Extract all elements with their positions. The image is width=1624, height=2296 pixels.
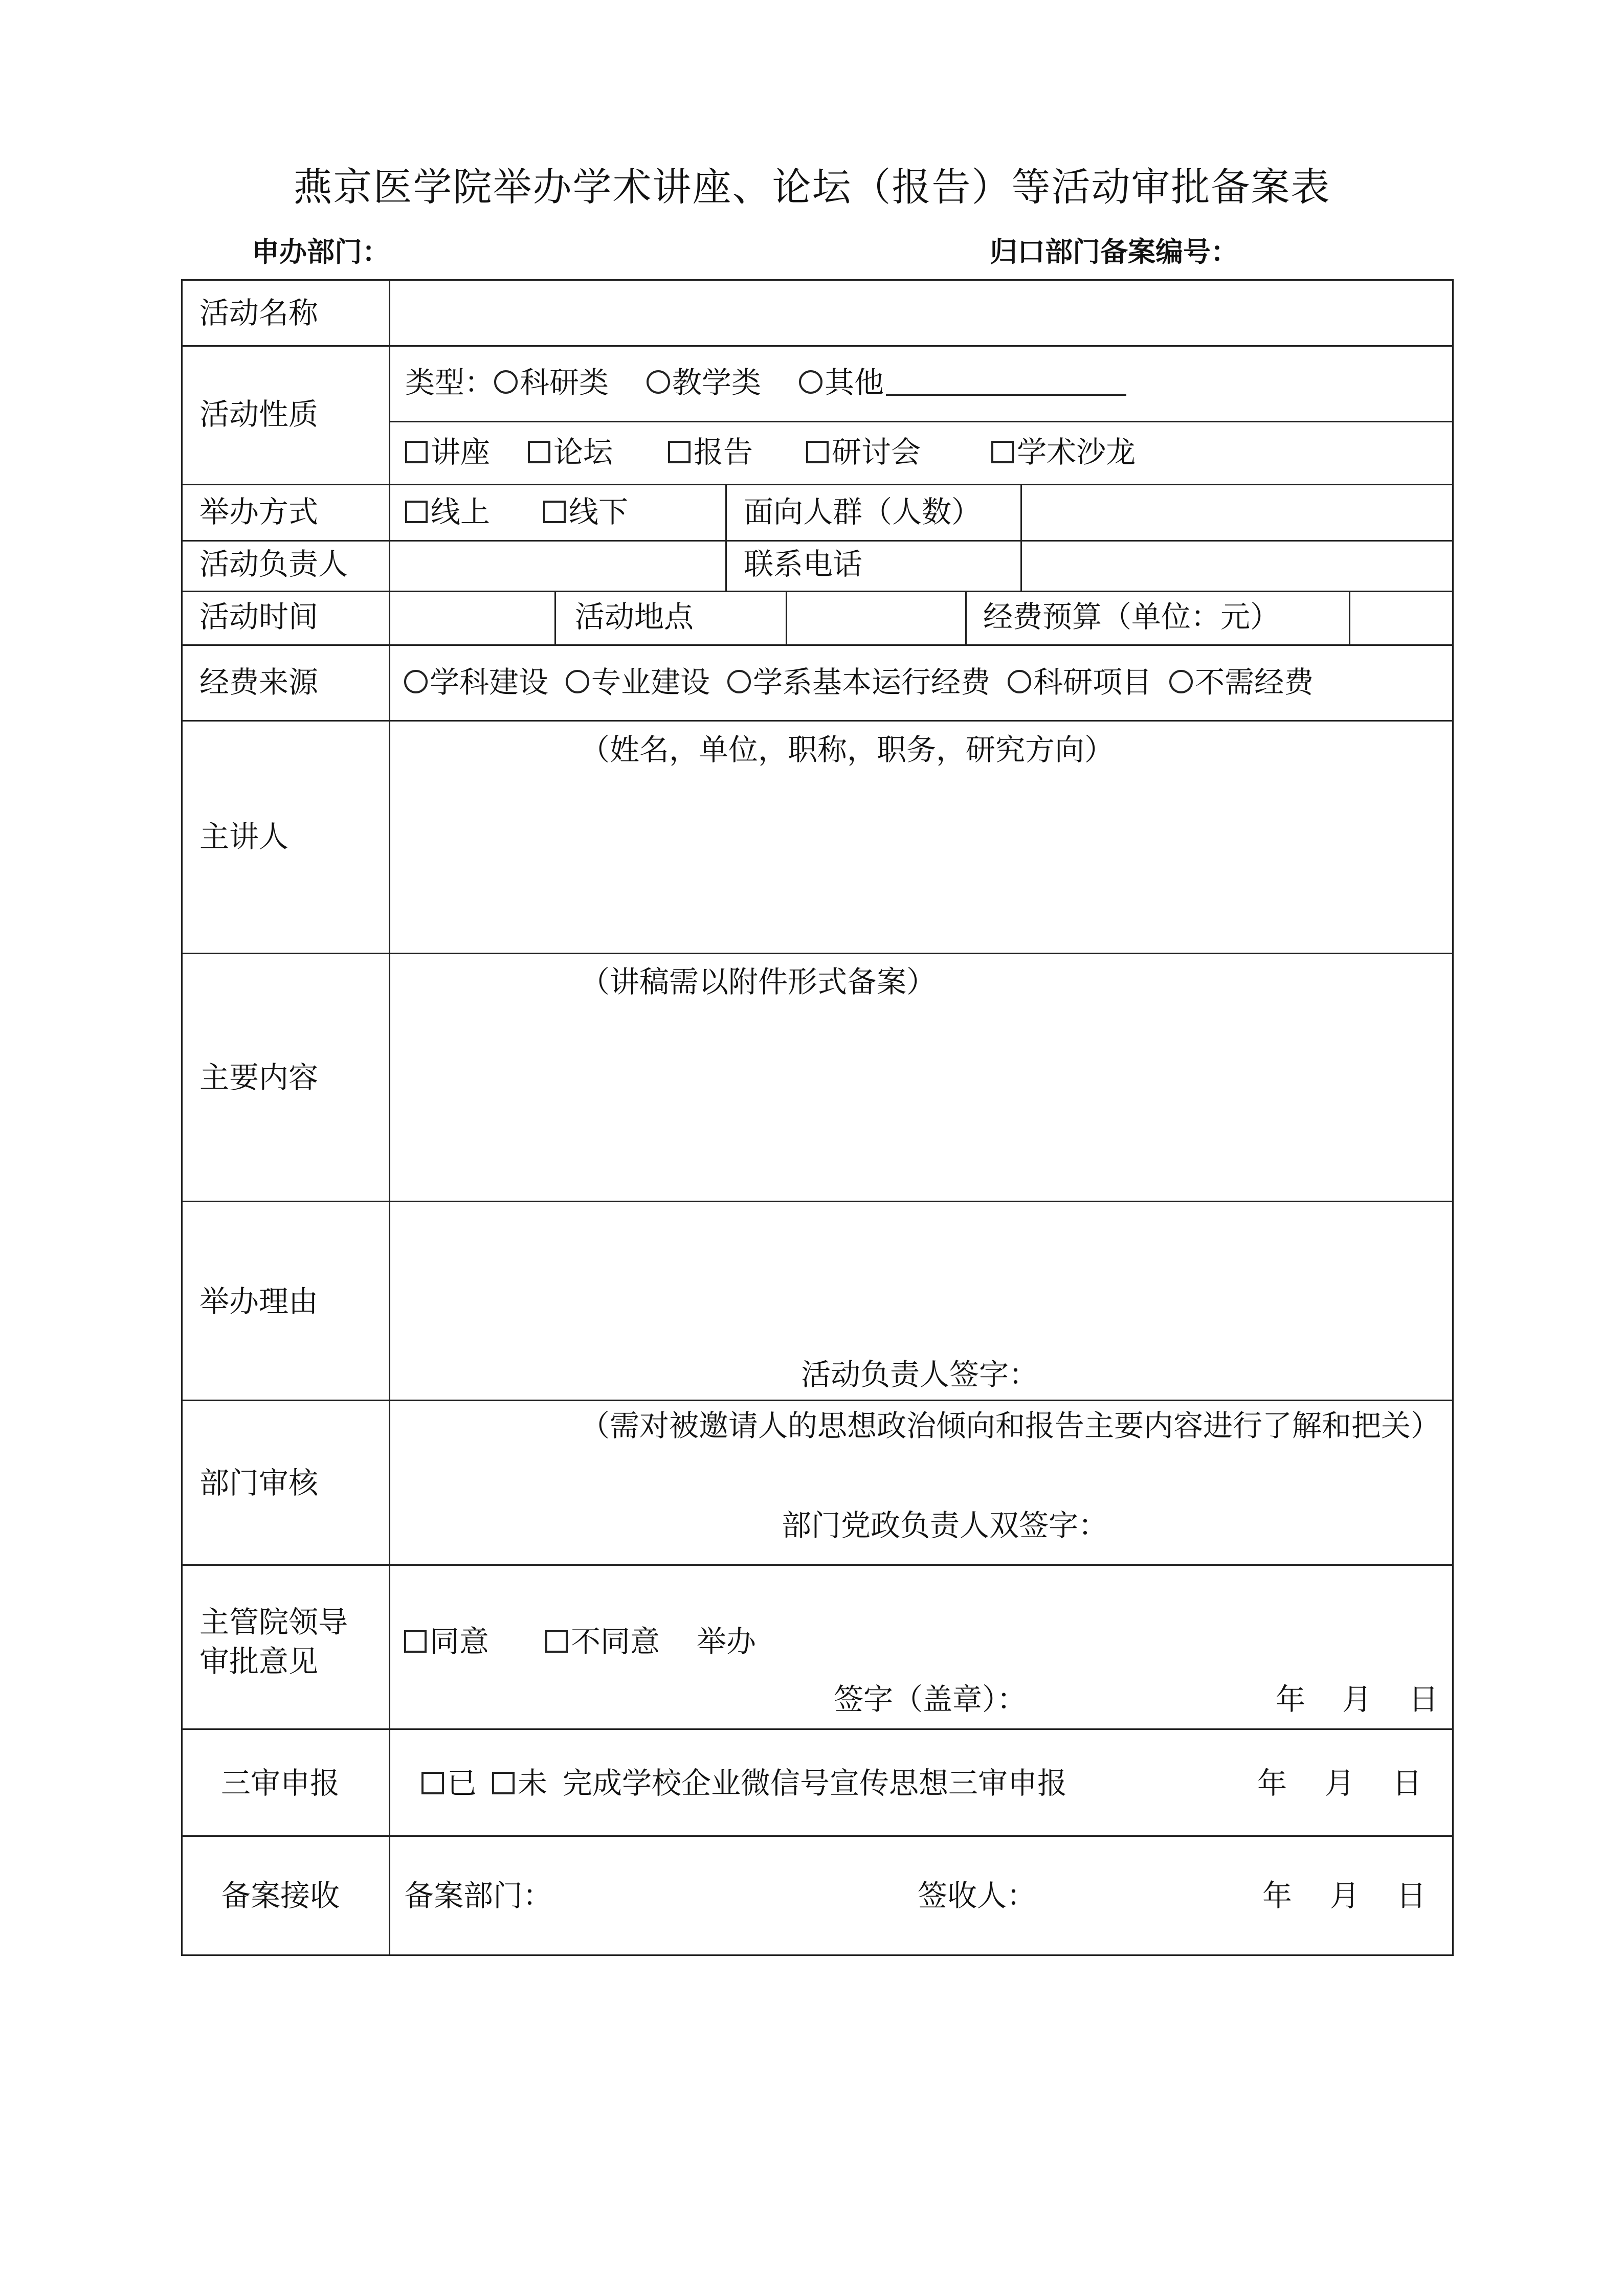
method-option-offline[interactable]: 线下 (543, 493, 628, 530)
checkbox-icon (492, 1772, 515, 1794)
radio-circle-icon (799, 370, 822, 394)
form-option-report[interactable]: 报告 (668, 434, 753, 470)
funding-option-discipline[interactable]: 学科建设 (404, 664, 548, 701)
radio-circle-icon (494, 370, 518, 394)
phone-field[interactable] (1022, 542, 1452, 591)
funding-option-operation[interactable]: 学系基本运行经费 (727, 664, 990, 701)
activity-name-field[interactable] (390, 281, 1452, 345)
filing-day: 日 (1396, 1878, 1427, 1913)
phone-label: 联系电话 (744, 547, 863, 581)
type-option-other[interactable]: 其他 (799, 364, 884, 401)
audience-label: 面向人群（人数） (744, 494, 982, 529)
content-label: 主要内容 (199, 1060, 319, 1095)
radio-circle-icon (727, 670, 751, 693)
approval-option-disagree[interactable]: 不同意 (545, 1623, 660, 1660)
triple-review-options (421, 1765, 1067, 1802)
activity-name-label: 活动名称 (199, 296, 319, 330)
checkbox-icon (806, 441, 829, 463)
content-hint: （讲稿需以附件形式备案） (580, 964, 937, 999)
row-divider (181, 644, 1454, 646)
leader-label: 活动负责人 (199, 547, 348, 581)
filing-receiver-label: 签收人： (918, 1878, 1037, 1913)
speaker-field[interactable] (390, 770, 1452, 953)
content-field[interactable] (390, 1002, 1452, 1201)
dept-review-signature-label: 部门党政负责人双签字： (782, 1508, 1108, 1543)
leader-approval-options (404, 1623, 756, 1660)
approval-month: 月 (1342, 1682, 1372, 1717)
approval-form-table (181, 279, 1454, 1956)
reason-field[interactable] (390, 1202, 1452, 1345)
place-label: 活动地点 (575, 599, 694, 634)
row-divider (181, 720, 1454, 722)
approval-day: 日 (1409, 1682, 1439, 1717)
form-option-lecture[interactable]: 讲座 (405, 434, 490, 470)
checkbox-icon (668, 441, 691, 463)
speaker-label: 主讲人 (199, 819, 289, 854)
form-option-forum[interactable]: 论坛 (528, 434, 613, 470)
nature-form-row (405, 434, 1136, 470)
time-field[interactable] (390, 592, 554, 644)
checkbox-icon (405, 501, 428, 523)
funding-option-major[interactable]: 专业建设 (566, 664, 710, 701)
checkbox-icon (991, 441, 1014, 463)
budget-field[interactable] (1350, 592, 1452, 644)
row-divider (181, 1400, 1454, 1401)
reason-signature-label: 活动负责人签字： (801, 1357, 1039, 1392)
row-divider (181, 1835, 1454, 1837)
form-option-seminar[interactable]: 研讨会 (806, 434, 921, 470)
approval-hold-text: 举办 (697, 1624, 757, 1659)
row-divider (181, 1728, 1454, 1730)
triple-review-month: 月 (1325, 1766, 1355, 1800)
form-option-salon[interactable]: 学术沙龙 (991, 434, 1136, 470)
type-prefix: 类型： (405, 365, 495, 400)
approval-year: 年 (1276, 1682, 1306, 1717)
other-type-blank[interactable] (886, 367, 1126, 396)
checkbox-icon (405, 441, 428, 463)
filing-dept-label: 备案部门： (404, 1878, 553, 1913)
row-divider (181, 1564, 1454, 1566)
approval-signature-label: 签字（盖章）： (834, 1682, 1027, 1717)
form-title: 燕京医学院举办学术讲座、论坛（报告）等活动审批备案表 (293, 164, 1331, 210)
cell-divider (554, 591, 556, 644)
budget-label: 经费预算（单位：元） (983, 599, 1280, 634)
triple-review-day: 日 (1392, 1766, 1422, 1800)
nature-type-row (405, 364, 1126, 401)
radio-circle-icon (1008, 670, 1031, 693)
triple-review-not-done[interactable]: 未 (492, 1765, 547, 1802)
leader-field[interactable] (390, 542, 725, 591)
speaker-hint: （姓名，单位，职称，职务，研究方向） (580, 732, 1115, 767)
funding-option-none[interactable]: 不需经费 (1169, 664, 1314, 701)
filing-month: 月 (1330, 1878, 1360, 1913)
dept-review-label: 部门审核 (199, 1466, 319, 1500)
checkbox-icon (545, 1630, 568, 1653)
triple-review-label: 三审申报 (221, 1766, 340, 1800)
triple-review-text: 完成学校企业微信号宣传思想三审申报 (563, 1766, 1067, 1800)
cell-divider (965, 591, 967, 644)
table-border-right (1452, 279, 1454, 1956)
checkbox-icon (421, 1772, 444, 1794)
type-option-teaching[interactable]: 教学类 (647, 364, 761, 401)
checkbox-icon (528, 441, 550, 463)
nature-label: 活动性质 (199, 397, 319, 432)
table-border-bottom (181, 1954, 1454, 1956)
table-border-left (181, 279, 183, 1956)
radio-circle-icon (404, 670, 428, 693)
cell-divider (725, 484, 727, 591)
checkbox-icon (543, 501, 566, 523)
leader-approval-label-line1: 主管院领导 (199, 1605, 348, 1639)
place-field[interactable] (787, 592, 965, 644)
method-option-online[interactable]: 线上 (405, 493, 490, 530)
row-divider (181, 345, 1454, 347)
type-option-research[interactable]: 科研类 (494, 364, 609, 401)
filing-year: 年 (1262, 1878, 1293, 1913)
row-divider (181, 953, 1454, 954)
radio-circle-icon (647, 370, 670, 394)
approval-option-agree[interactable]: 同意 (404, 1623, 489, 1660)
filing-label: 备案接收 (221, 1878, 340, 1913)
audience-field[interactable] (1022, 485, 1452, 540)
triple-review-done[interactable]: 已 (421, 1765, 477, 1802)
funding-option-research-project[interactable]: 科研项目 (1008, 664, 1152, 701)
row-divider (389, 421, 1454, 422)
file-number-label: 归口部门备案编号： (990, 236, 1238, 268)
radio-circle-icon (1169, 670, 1193, 693)
applicant-dept-label: 申办部门： (252, 236, 390, 268)
reason-label: 举办理由 (199, 1284, 319, 1319)
dept-review-hint: （需对被邀请人的思想政治倾向和报告主要内容进行了解和把关） (580, 1408, 1441, 1443)
radio-circle-icon (566, 670, 589, 693)
method-options (405, 493, 628, 530)
time-label: 活动时间 (199, 599, 319, 634)
leader-approval-label-line2: 审批意见 (199, 1644, 319, 1679)
funding-options (404, 664, 1314, 701)
funding-label: 经费来源 (199, 665, 319, 700)
triple-review-year: 年 (1257, 1766, 1287, 1800)
method-label: 举办方式 (199, 494, 319, 529)
checkbox-icon (404, 1630, 427, 1653)
